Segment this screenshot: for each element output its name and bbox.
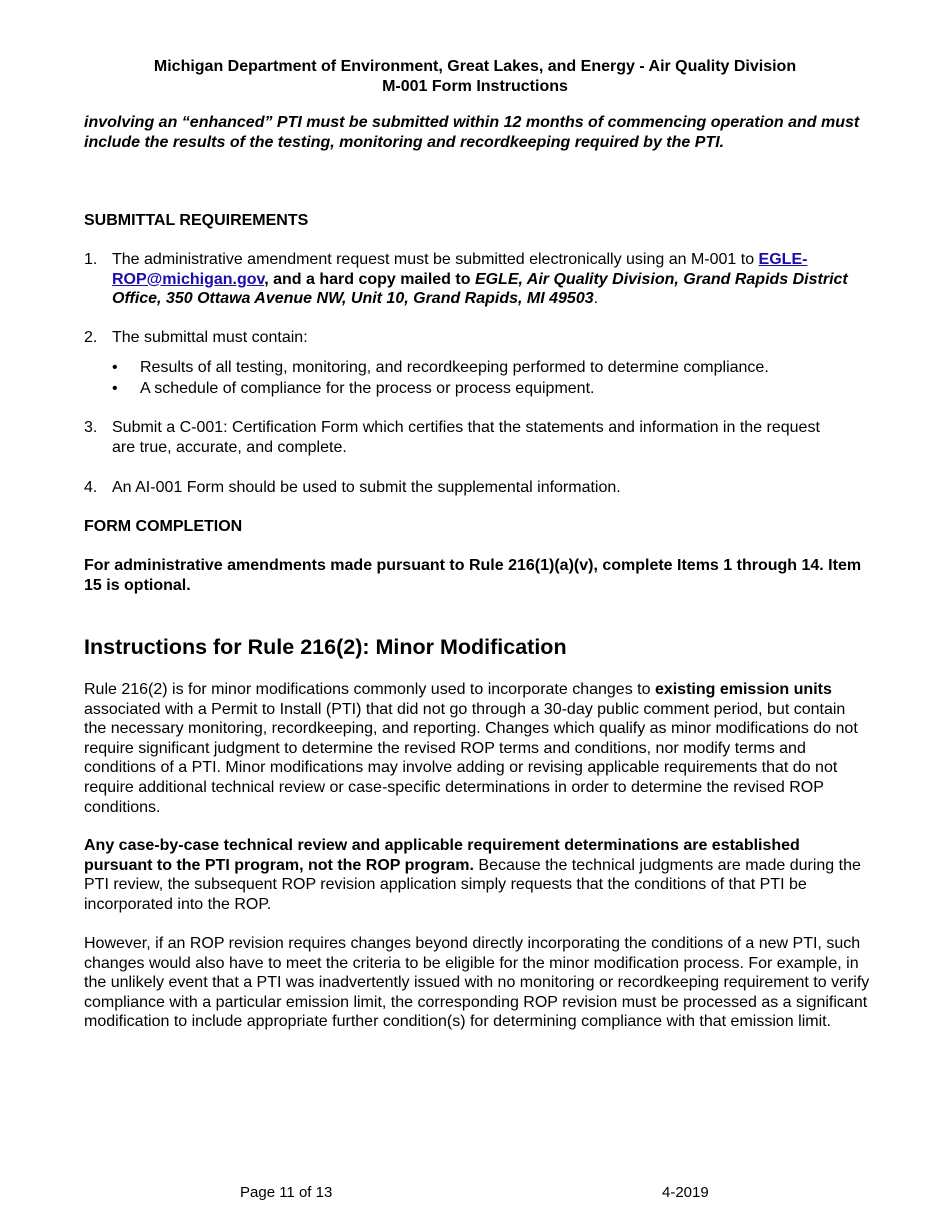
item-3-text: Submit a C-001: Certification Form which certifies that the statements and information in the request are true, accurate, and complete. xyxy=(112,419,820,456)
item-2-bullet-2: A schedule of compliance for the process or process equipment. xyxy=(140,380,595,397)
p1-text-a: Rule 216(2) is for minor modifications commonly used to incorporate changes to xyxy=(84,681,655,698)
item-4-number: 4. xyxy=(84,479,98,496)
item-1-number: 1. xyxy=(84,251,98,268)
p2-bold: Any case-by-case technical review and applicable requirement determinations are established pursuant to the PTI program, not the ROP program. xyxy=(84,837,800,874)
form-completion-heading: FORM COMPLETION xyxy=(84,518,243,535)
header-form-title: M-001 Form Instructions xyxy=(382,78,568,95)
submittal-heading: SUBMITTAL REQUIREMENTS xyxy=(84,212,309,229)
item-2-text: The submittal must contain: xyxy=(112,329,308,346)
intro-paragraph: involving an “enhanced” PTI must be submitted within 12 months of commencing operation and must include the results of the testing, monitoring and recordkeeping required by the PTI. xyxy=(84,114,860,151)
mailing-address: EGLE, Air Quality Division, Grand Rapids District Office, 350 Ottawa Avenue NW, Unit 10, Grand Rapids, MI 49503 xyxy=(112,270,848,308)
item-3-number: 3. xyxy=(84,419,98,436)
page-number: Page 11 of 13 xyxy=(240,1184,333,1201)
header-agency: Michigan Department of Environment, Great Lakes, and Energy - Air Quality Division xyxy=(153,58,797,75)
minor-mod-paragraph-1 xyxy=(84,680,869,817)
minor-mod-paragraph-3: However, if an ROP revision requires changes beyond directly incorporating the conditions of a new PTI, such changes would also have to meet the criteria to be eligible for the minor modification process. For example, in the unlikely event that a PTI was inadvertently issued with no monitoring or recordkeeping requirement to verify compliance with a particular emission limit, the corresponding ROP revision must be processed as a significant modification to include appropriate further condition(s) for determining compliance with that emission limit. xyxy=(84,935,870,1031)
p1-text-b: associated with a Permit to Install (PTI) that did not go through a 30-day public comment period, but contain the necessary monitoring, recordkeeping, and reporting. Changes which qualify as minor modifications do not require significant judgment to determine the revised ROP terms and conditions, nor modify terms and conditions of a PTI. Minor modifications may involve adding or revising applicable requirements that do not require additional technical review or case-specific determinations in order to determine the revised ROP conditions. xyxy=(84,700,858,816)
bullet-icon: • xyxy=(112,359,118,376)
form-completion-text: For administrative amendments made pursuant to Rule 216(1)(a)(v), complete Items 1 through 14. Item 15 is optional. xyxy=(84,557,862,594)
p2-text-b: Because the technical judgments are made during the PTI review, the subsequent ROP revision application simply requests that the conditions of that PTI be incorporated into the ROP. xyxy=(84,856,861,913)
bullet-icon: • xyxy=(112,380,118,397)
item-4-text: An AI-001 Form should be used to submit the supplemental information. xyxy=(112,479,621,496)
email-link[interactable]: EGLE-ROP@michigan.gov xyxy=(112,251,808,288)
item-1-text-b: , and a hard copy mailed to xyxy=(264,270,475,288)
revision-date: 4-2019 xyxy=(662,1184,709,1201)
p1-bold: existing emission units xyxy=(654,681,832,698)
item-1-text-a: The administrative amendment request must be submitted electronically using an M-001 to xyxy=(112,251,759,268)
item-2-bullet-1: Results of all testing, monitoring, and recordkeeping performed to determine compliance. xyxy=(140,359,769,376)
item-1-text xyxy=(112,250,860,309)
item-1-text-c: . xyxy=(593,290,599,308)
item-2-number: 2. xyxy=(84,329,98,346)
minor-mod-paragraph-2 xyxy=(84,836,869,914)
minor-modification-heading: Instructions for Rule 216(2): Minor Modification xyxy=(84,635,567,659)
